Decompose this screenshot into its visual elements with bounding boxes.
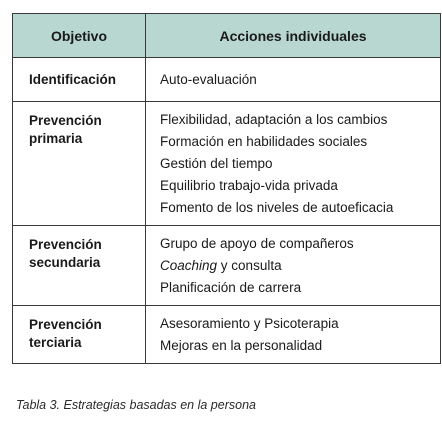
- header-objetivo: Objetivo: [13, 14, 146, 58]
- header-acciones: Acciones individuales: [146, 14, 441, 58]
- action-item: Formación en habilidades sociales: [160, 134, 368, 149]
- action-item: Equilibrio trabajo-vida privada: [160, 178, 338, 193]
- actions-cell: [146, 58, 441, 102]
- strategies-table-container: [12, 13, 438, 364]
- actions-cell: [146, 102, 441, 226]
- objective-cell: Prevención terciaria: [13, 306, 146, 364]
- objective-cell: Prevención primaria: [13, 102, 146, 226]
- strategies-table: [12, 13, 441, 364]
- action-item: [160, 255, 436, 277]
- table-row: [13, 102, 441, 226]
- action-item: Flexibilidad, adaptación a los cambios: [160, 112, 388, 127]
- action-item: Fomento de los niveles de autoeficacia: [160, 200, 394, 215]
- actions-cell: [146, 306, 441, 364]
- action-item-rest: y consulta: [217, 258, 282, 273]
- action-item: Auto-evaluación: [160, 72, 257, 87]
- action-item-italic: Coaching: [160, 258, 218, 273]
- table-row: [13, 226, 441, 306]
- objective-cell: Prevención secundaria: [13, 226, 146, 306]
- table-caption: Tabla 3. Estrategias basadas en la persona: [16, 398, 256, 412]
- action-item: Asesoramiento y Psicoterapia: [160, 316, 339, 331]
- table-row: [13, 58, 441, 102]
- action-item: Mejoras en la personalidad: [160, 338, 323, 353]
- action-item: Grupo de apoyo de compañeros: [160, 236, 354, 251]
- actions-cell: [146, 226, 441, 306]
- action-item: Gestión del tiempo: [160, 156, 273, 171]
- table-header-row: [13, 14, 441, 58]
- objective-cell: Identificación: [13, 58, 146, 102]
- action-item: Planificación de carrera: [160, 280, 302, 295]
- table-row: [13, 306, 441, 364]
